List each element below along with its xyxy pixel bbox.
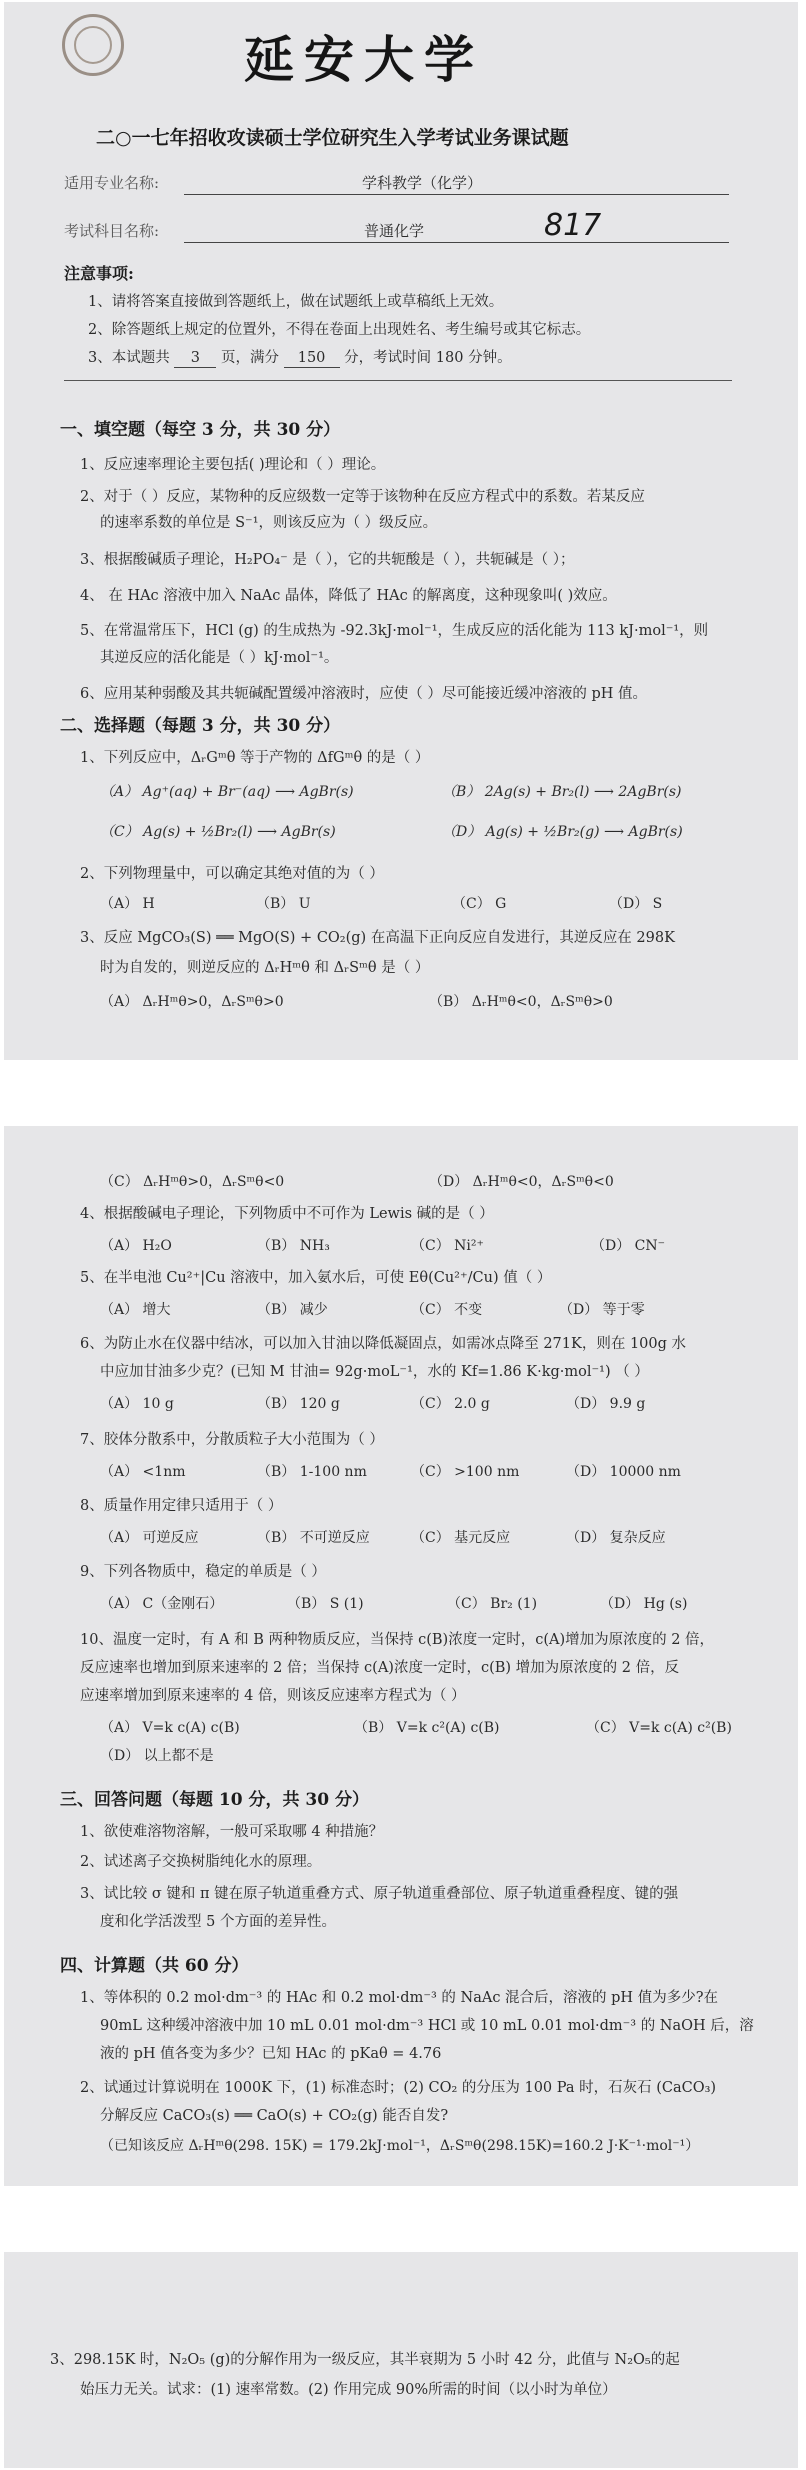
s2-q7-option-c: （C） >100 nm	[411, 1464, 520, 1480]
section-4-title: 四、计算题（共 60 分）	[60, 1956, 249, 1976]
subject-label: 考试科目名称:	[64, 222, 160, 240]
note-1: 1、请将答案直接做到答题纸上，做在试题纸上或草稿纸上无效。	[88, 294, 504, 310]
s2-q9-option-d: （D） Hg (s)	[600, 1596, 688, 1612]
s4-q3-line2: 始压力无关。试求：(1) 速率常数。(2) 作用完成 90%所需的时间（以小时为单位）	[80, 2382, 617, 2398]
s2-q2-option-a: （A） H	[100, 896, 155, 912]
major-value: 学科教学（化学）	[362, 174, 483, 192]
university-name: 延安大学	[244, 30, 484, 89]
s2-q1: 1、下列反应中，ΔᵣGᵐθ 等于产物的 ΔfGᵐθ 的是（ ）	[80, 750, 430, 766]
s2-q2-option-c: （C） G	[452, 896, 507, 912]
seal-emblem-icon	[74, 26, 112, 64]
s2-q7: 7、胶体分散系中，分散质粒子大小范围为（ ）	[80, 1432, 384, 1448]
s3-q1: 1、欲使难溶物溶解，一般可采取哪 4 种措施？	[80, 1824, 384, 1840]
s2-q10-option-b: （B） V=k c²(A) c(B)	[354, 1720, 500, 1736]
s2-q10-option-a: （A） V=k c(A) c(B)	[100, 1720, 240, 1736]
s2-q5-option-b: （B） 减少	[257, 1302, 328, 1318]
s1-q5-line2: 其逆反应的活化能是（ ）kJ·mol⁻¹。	[100, 650, 339, 666]
s4-q2-line3: （已知该反应 ΔᵣHᵐθ(298. 15K) = 179.2kJ·mol⁻¹，ΔᵣSᵐθ(298.15K)=160.2 J·K⁻¹·mol⁻¹）	[100, 2138, 700, 2154]
s2-q4-option-d: （D） CN⁻	[591, 1238, 666, 1254]
s2-q4: 4、根据酸碱电子理论，下列物质中不可作为 Lewis 碱的是（ ）	[80, 1206, 494, 1222]
s1-q2-line1: 2、对于（ ）反应，某物种的反应级数一定等于该物种在反应方程式中的系数。若某反应	[80, 489, 645, 505]
s4-q1-line2: 90mL 这种缓冲溶液中加 10 mL 0.01 mol·dm⁻³ HCl 或 10 mL 0.01 mol·dm⁻³ 的 NaOH 后，溶	[100, 2018, 754, 2034]
note-3-part-c: 分，考试时间 180 分钟。	[344, 350, 512, 366]
s2-q5: 5、在半电池 Cu²⁺|Cu 溶液中，加入氨水后，可使 Eθ(Cu²⁺/Cu) 值（ ）	[80, 1270, 552, 1286]
major-underline	[184, 194, 729, 195]
s2-q10-line3: 应速率增加到原来速率的 4 倍，则该反应速率方程式为（ ）	[80, 1688, 466, 1704]
s2-q6-line2: 中应加甘油多少克？(已知 M 甘油= 92g·moL⁻¹，水的 Kf=1.86 K·kg·mol⁻¹) （ ）	[100, 1364, 649, 1380]
s2-q5-option-a: （A） 增大	[100, 1302, 171, 1318]
s2-q2-option-b: （B） U	[256, 896, 311, 912]
subject-value: 普通化学	[364, 222, 425, 240]
s2-q8-option-d: （D） 复杂反应	[566, 1530, 666, 1546]
s2-q3-option-a: （A） ΔᵣHᵐθ>0，ΔᵣSᵐθ>0	[100, 994, 284, 1010]
s2-q1-option-b: （B） 2Ag(s) + Br₂(l) ⟶ 2AgBr(s)	[442, 784, 682, 800]
s4-q1-line3: 液的 pH 值各变为多少？已知 HAc 的 pKaθ = 4.76	[100, 2046, 442, 2062]
note-2: 2、除答题纸上规定的位置外，不得在卷面上出现姓名、考生编号或其它标志。	[88, 322, 591, 338]
subject-underline	[184, 242, 729, 243]
s2-q5-option-d: （D） 等于零	[559, 1302, 645, 1318]
s2-q6-option-a: （A） 10 g	[100, 1396, 174, 1412]
section-2-title: 二、选择题（每题 3 分，共 30 分）	[60, 716, 341, 736]
s2-q9: 9、下列各物质中，稳定的单质是（ ）	[80, 1564, 326, 1580]
s1-q6: 6、应用某种弱酸及其共轭碱配置缓冲溶液时，应使（ ）尽可能接近缓冲溶液的 pH 值。	[80, 686, 647, 702]
s2-q2: 2、下列物理量中，可以确定其绝对值的为（ ）	[80, 866, 384, 882]
major-label: 适用专业名称:	[64, 174, 160, 192]
s2-q6-option-c: （C） 2.0 g	[411, 1396, 490, 1412]
exam-page-3	[4, 2252, 798, 2468]
s3-q3-line2: 度和化学活泼型 5 个方面的差异性。	[100, 1914, 336, 1930]
s2-q8-option-a: （A） 可逆反应	[100, 1530, 199, 1546]
exam-page-1	[4, 2, 798, 1060]
s2-q8-option-c: （C） 基元反应	[411, 1530, 511, 1546]
s2-q10-line1: 10、温度一定时，有 A 和 B 两种物质反应，当保持 c(B)浓度一定时，c(A)增加为原浓度的 2 倍，	[80, 1632, 715, 1648]
s4-q3-line1: 3、298.15K 时，N₂O₅ (g)的分解作用为一级反应，其半衰期为 5 小时 42 分，此值与 N₂O₅的起	[50, 2352, 680, 2368]
s2-q4-option-a: （A） H₂O	[100, 1238, 172, 1254]
s2-q10-option-d: （D） 以上都不是	[100, 1748, 214, 1764]
s2-q7-option-a: （A） <1nm	[100, 1464, 186, 1480]
s2-q1-option-d: （D） Ag(s) + ½Br₂(g) ⟶ AgBr(s)	[442, 824, 683, 840]
note-3-part-b: 页，满分	[220, 350, 279, 366]
s2-q3-line2: 时为自发的，则逆反应的 ΔᵣHᵐθ 和 ΔᵣSᵐθ 是（ ）	[100, 960, 430, 976]
s2-q7-option-d: （D） 10000 nm	[566, 1464, 681, 1480]
s2-q6-option-b: （B） 120 g	[257, 1396, 340, 1412]
s2-q6-line1: 6、为防止水在仪器中结冰，可以加入甘油以降低凝固点，如需冰点降至 271K，则在 100g 水	[80, 1336, 687, 1352]
exam-page-2	[4, 1126, 798, 2186]
university-seal-logo	[62, 14, 124, 76]
s2-q5-option-c: （C） 不变	[411, 1302, 483, 1318]
s2-q3-option-c: （C） ΔᵣHᵐθ>0，ΔᵣSᵐθ<0	[100, 1174, 285, 1190]
s1-q1: 1、反应速率理论主要包括( )理论和（ ）理论。	[80, 457, 386, 473]
s2-q4-option-b: （B） NH₃	[257, 1238, 330, 1254]
s1-q3: 3、根据酸碱质子理论，H₂PO₄⁻ 是（ ），它的共轭酸是（ ），共轭碱是（ ）；	[80, 552, 575, 568]
header-divider	[64, 380, 732, 381]
s3-q3-line1: 3、试比较 σ 键和 π 键在原子轨道重叠方式、原子轨道重叠部位、原子轨道重叠程度、键的强	[80, 1886, 679, 1902]
s2-q6-option-d: （D） 9.9 g	[566, 1396, 646, 1412]
s2-q10-line2: 反应速率也增加到原来速率的 2 倍；当保持 c(A)浓度一定时，c(B) 增加为原浓度的 2 倍，反	[80, 1660, 680, 1676]
exam-title: 二○一七年招收攻读硕士学位研究生入学考试业务课试题	[96, 127, 569, 149]
s2-q1-option-a: （A） Ag⁺(aq) + Br⁻(aq) ⟶ AgBr(s)	[100, 784, 354, 800]
s2-q9-option-a: （A） C（金刚石）	[100, 1596, 224, 1612]
s1-q4: 4、 在 HAc 溶液中加入 NaAc 晶体，降低了 HAc 的解离度，这种现象叫( )效应。	[80, 588, 617, 604]
s2-q3-line1: 3、反应 MgCO₃(S) ══ MgO(S) + CO₂(g) 在高温下正向反应自发进行，其逆反应在 298K	[80, 930, 675, 946]
s2-q8-option-b: （B） 不可逆反应	[257, 1530, 370, 1546]
s4-q2-line1: 2、试通过计算说明在 1000K 下，(1) 标准态时；(2) CO₂ 的分压为 100 Pa 时，石灰石 (CaCO₃)	[80, 2080, 717, 2096]
full-score: 150	[284, 350, 340, 368]
s2-q3-option-b: （B） ΔᵣHᵐθ<0，ΔᵣSᵐθ>0	[429, 994, 613, 1010]
s2-q7-option-b: （B） 1-100 nm	[257, 1464, 367, 1480]
s2-q8: 8、质量作用定律只适用于（ ）	[80, 1498, 283, 1514]
s2-q10-option-c: （C） V=k c(A) c²(B)	[586, 1720, 732, 1736]
s2-q3-option-d: （D） ΔᵣHᵐθ<0，ΔᵣSᵐθ<0	[429, 1174, 614, 1190]
s3-q2: 2、试述离子交换树脂纯化水的原理。	[80, 1854, 322, 1870]
s1-q5-line1: 5、在常温常压下，HCl (g) 的生成热为 -92.3kJ·mol⁻¹，生成反应的活化能为 113 kJ·mol⁻¹，则	[80, 623, 709, 639]
page-count: 3	[174, 350, 216, 368]
note-3-part-a: 3、本试题共	[88, 350, 170, 366]
s2-q9-option-b: （B） S (1)	[287, 1596, 364, 1612]
notes-title: 注意事项:	[64, 264, 134, 283]
s2-q1-option-c: （C） Ag(s) + ½Br₂(l) ⟶ AgBr(s)	[100, 824, 336, 840]
s4-q1-line1: 1、等体积的 0.2 mol·dm⁻³ 的 HAc 和 0.2 mol·dm⁻³ 的 NaAc 混合后，溶液的 pH 值为多少?在	[80, 1990, 718, 2006]
note-3	[88, 350, 512, 368]
s2-q2-option-d: （D） S	[609, 896, 663, 912]
subject-code-handwritten: 817	[544, 208, 602, 243]
s1-q2-line2: 的速率系数的单位是 S⁻¹，则该反应为（ ）级反应。	[100, 515, 438, 531]
s2-q9-option-c: （C） Br₂ (1)	[447, 1596, 538, 1612]
section-1-title: 一、填空题（每空 3 分，共 30 分）	[60, 420, 341, 440]
s2-q4-option-c: （C） Ni²⁺	[411, 1238, 484, 1254]
section-3-title: 三、回答问题（每题 10 分，共 30 分）	[60, 1790, 369, 1810]
s4-q2-line2: 分解反应 CaCO₃(s) ══ CaO(s) + CO₂(g) 能否自发?	[100, 2108, 449, 2124]
